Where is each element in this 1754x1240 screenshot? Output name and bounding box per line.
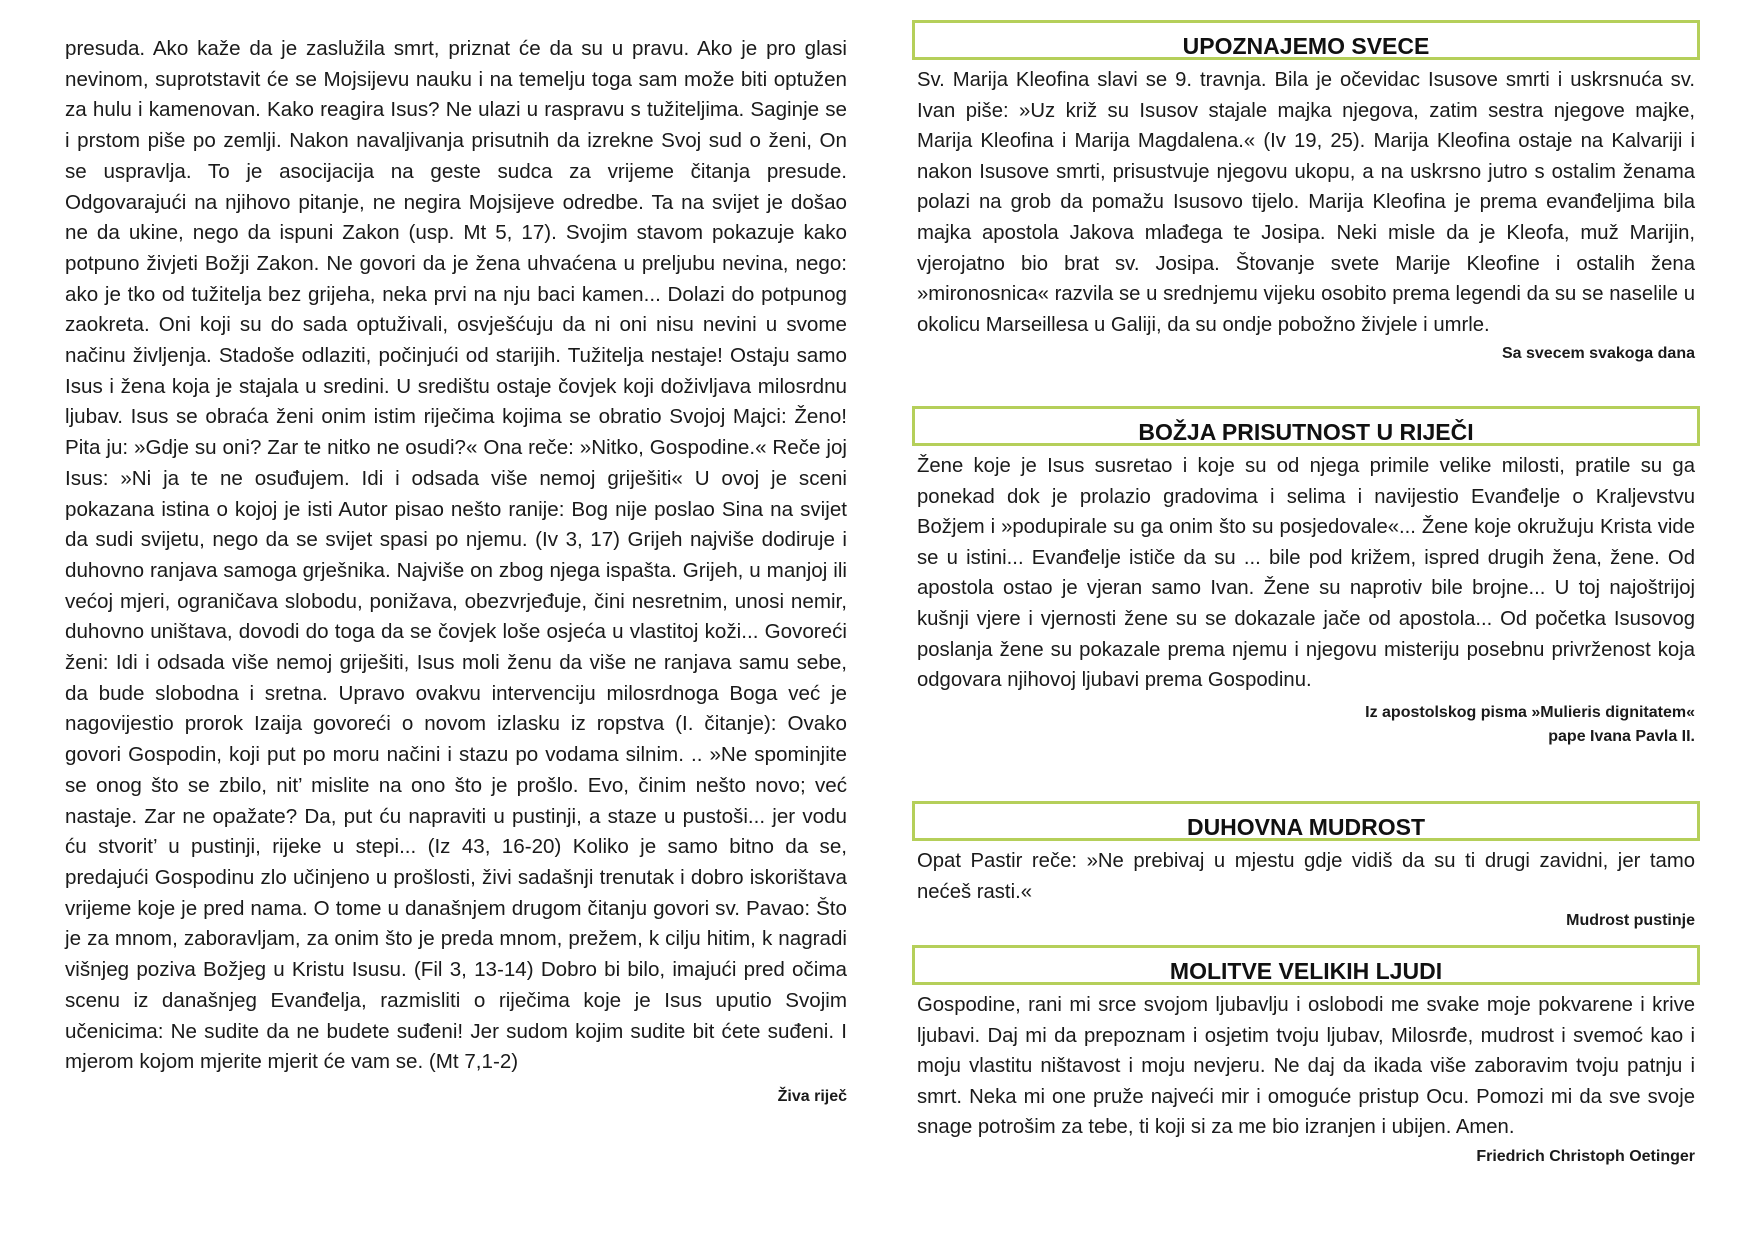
section-presence-text: Žene koje je Isus susretao i koje su od njega primile velike milosti, pratile su ga ponekad dok je prolazio gradovima i selima i navijestio Evanđelje o Kraljevstvu Božjem i »podupirale su ga onim što su posjedovale«... Žene koje okružuju Krista vide se u istini... Evanđelje ističe da su ... bile pod križem, ispred drugih žena, žene. Od apostola ostao je vjeran samo Ivan. Žene su naprotiv bile brojne... U toj najoštrijoj kušnji vjere i vjernosti žene su se dokazale jače od apostola... Od početka Isusovog poslanja žene su pokazale prema njemu i njegovu misteriju posebnu privrženost koja odgovara njihovoj ljubavi prema Gospodinu. bbox=[917, 455, 1695, 692]
section-wisdom-text: Opat Pastir reče: »Ne prebivaj u mjestu gdje vidiš da su ti drugi zavidni, jer tamo nećeš rasti.« bbox=[917, 850, 1695, 903]
section-presence-signature-line2: pape Ivana Pavla II. bbox=[1548, 727, 1695, 745]
section-prayers-signature: Friedrich Christoph Oetinger bbox=[1476, 1147, 1695, 1165]
homily-text: presuda. Ako kaže da je zaslužila smrt, priznat će da su u pravu. Ako je pro glasi nevinom, suprotstavit će se Mojsijevu nauku i na temelju toga sam može biti optužen za hulu i kamenovan. Kako reagira Isus? Ne ulazi u raspravu s tužiteljima. Saginje se i prstom piše po zemlji. Nakon navaljivanja prisutnih da izrekne Svoj sud o ženi, On se uspravlja. To je asocijacija na geste sudca za vrijeme čitanja presude. Odgovarajući na njihovo pitanje, ne negira Mojsijeve odredbe. Ta na svijet je došao ne da ukine, nego da ispuni Zakon (usp. Mt 5, 17). Svojim stavom pokazuje kako potpuno živjeti Božji Zakon. Ne govori da je žena uhvaćena u preljubu nevina, nego: ako je tko od tužitelja bez grijeha, neka prvi na nju baci kamen... Dolazi do potpunog zaokreta. Oni koji su do sada optuživali, osvješćuju da ni oni nisu nevini u svome načinu življenja. Stadoše odlaziti, počinjući od starijih. Tužitelja nestaje! Ostaju samo Isus i žena koja je stajala u sredini. U središtu ostaje čovjek koji doživljava milosrdnu ljubav. Isus se obraća ženi onim istim riječima kojima se obratio Svojoj Majci: Ženo! Pita ju: »Gdje su oni? Zar te nitko ne osudi?« Ona reče: »Nitko, Gospodine.« Reče joj Isus: »Ni ja te ne osuđujem. Idi i odsada više nemoj griješiti« U ovoj je sceni pokazana istina o kojoj je isti Autor pisao nešto ranije: Bog nije poslao Sina na svijet da sudi svijetu, nego da se svijet spasi po njemu. (Iv 3, 17) Grijeh najviše dodiruje i duhovno ranjava samoga grješnika. Najviše on zbog njega ispašta. Grijeh, u manjoj ili većoj mjeri, ograničava slobodu, ponižava, obezvrjeđuje, čini nesretnim, unosi nemir, duhovno uništava, dovodi do toga da se čovjek loše osjeća u vlastitoj koži... Govoreći ženi: Idi i odsada više nemoj griješiti, Isus moli ženu da više ne ranjava samu sebe, da bude slobodna i sretna. Upravo ovakvu intervenciju milosrdnoga Boga već je nagovijestio prorok Izaija govoreći o novom izlasku iz ropstva (I. čitanje): Ovako govori Gospodin, koji put po moru načini i stazu po vodama silnim. .. »Ne spominjite se onog što se zbilo, nit’ mislite na ono što je prošlo. Evo, činim nešto novo; već nastaje. Zar ne opažate? Da, put ću napraviti u pustinji, a staze u pustoši... jer vodu ću stvorit’ u pustinji, rijeke u stepi... (Iz 43, 16-20) Koliko je samo bitno da se, predajući Gospodinu zlo učinjeno u prošlosti, živi sadašnji trenutak i dobro iskorištava vrijeme koje je pred nama. O tome u današnjem drugom čitanju govori sv. Pavao: Što je za mnom, zaboravljam, za onim što je preda mnom, prežem, k cilju hitim, k nagradi višnjeg poziva Božjeg u Kristu Isusu. (Fil 3, 13-14) Dobro bi bilo, imajući pred očima scenu iz današnjeg Evanđelja, razmisliti o riječima koje je Isus uputio Svojim učenicima: Ne sudite da ne budete suđeni! Jer sudom kojim sudite bit ćete suđeni. I mjerom kojom mjerite mjerit će vam se. (Mt 7,1-2) bbox=[65, 37, 847, 1074]
section-wisdom bbox=[912, 801, 1700, 932]
section-prayers-title: MOLITVE VELIKIH LJUDI bbox=[912, 945, 1700, 985]
section-wisdom-title: DUHOVNA MUDROST bbox=[912, 801, 1700, 841]
section-prayers-text: Gospodine, rani mi srce svojom ljubavlju i oslobodi me svake moje pokvarene i krive ljubavi. Daj mi da prepoznam i osjetim tvoju ljubav, Milosrđe, mudrost i svemoć kao i moju vlastitu ništavost i moju nevjeru. Ne daj da ikada više zaboravim tvoju patnju i smrt. Neka mi one pruže najveći mir i omoguće pristup Ocu. Pomozi mi da sve svoje snage potrošim za tebe, ti koji si za me bio izranjen i ubijen. Amen. bbox=[917, 994, 1695, 1139]
homily-signature: Živa riječ bbox=[777, 1087, 847, 1105]
section-presence bbox=[912, 406, 1700, 748]
section-saints-signature: Sa svecem svakoga dana bbox=[1501, 345, 1695, 363]
section-saints bbox=[912, 20, 1700, 365]
section-prayers bbox=[912, 945, 1700, 1168]
section-presence-signature-line1: Iz apostolskog pisma »Mulieris dignitatem« bbox=[1365, 703, 1695, 721]
section-presence-title: BOŽJA PRISUTNOST U RIJEČI bbox=[912, 406, 1700, 446]
section-saints-text: Sv. Marija Kleofina slavi se 9. travnja. Bila je očevidac Isusove smrti i uskrsnuća sv. Ivan piše: »Uz križ su Isusov stajale majka njegova, zatim sestra njegove majke, Marija Kleofina i Marija Magdalena.« (Iv 19, 25). Marija Kleofina ostaje na Kalvariji i nakon Isusove smrti, prisustvuje njegovu ukopu, a na uskrsno jutro s ostalim ženama polazi na grob da pomažu Isusovo tijelo. Marija Kleofina je prema evanđeljima bila majka apostola Jakova mlađega te Josipa. Neki misle da je Kleofa, muž Marijin, vjerojatno bio brat sv. Josipa. Štovanje svete Marije Kleofine i ostalih žena »mironosnica« razvila se u srednjemu vijeku osobito prema legendi da su se naselile u okolicu Marseillesa u Galiji, da su ondje pobožno živjele i umrle. bbox=[917, 69, 1695, 336]
section-saints-title: UPOZNAJEMO SVECE bbox=[912, 20, 1700, 60]
left-column bbox=[65, 34, 847, 1108]
section-wisdom-signature: Mudrost pustinje bbox=[1566, 912, 1695, 930]
